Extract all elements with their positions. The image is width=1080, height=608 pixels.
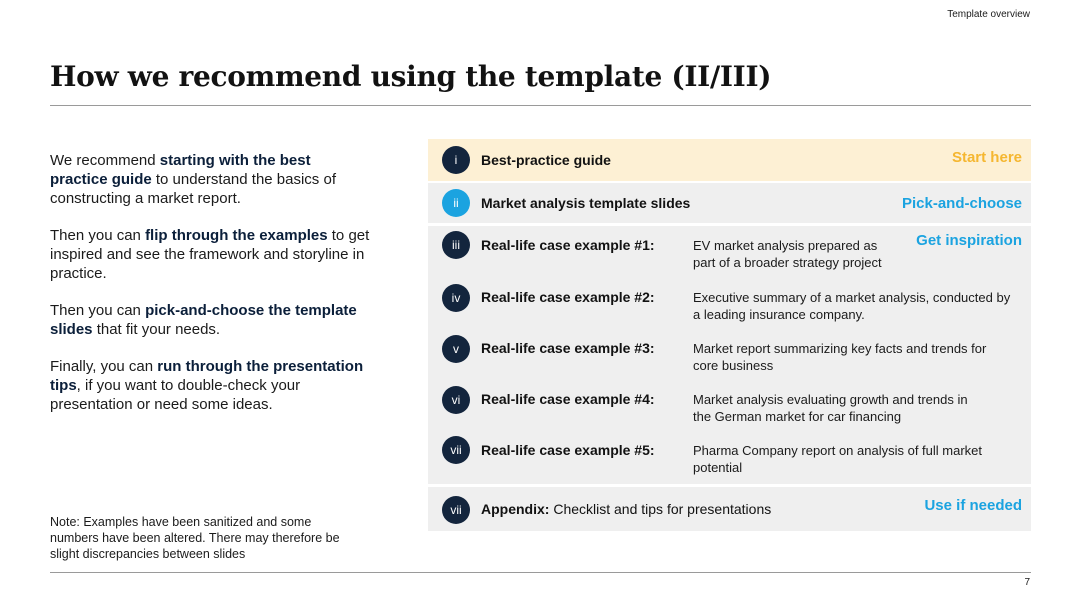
case-example-label: Real-life case example #4: — [481, 391, 655, 407]
footnote: Note: Examples have been sanitized and some numbers have been altered. There may therefore be slight discrepancies between slides — [50, 515, 340, 561]
step-panel-template-slides — [428, 183, 1031, 223]
intro-paragraph-1: We recommend starting with the best practice guide to understand the basics of constructing a market report. — [50, 152, 336, 207]
step-badge: vi — [442, 386, 470, 414]
intro-paragraph-3: Then you can pick-and-choose the template slides that fit your needs. — [50, 302, 357, 338]
title-divider — [50, 105, 1031, 106]
step-badge: i — [442, 146, 470, 174]
step-panel-best-practice — [428, 139, 1031, 181]
start-here-tag: Start here — [951, 149, 1022, 166]
case-example-label: Real-life case example #2: — [481, 289, 655, 305]
step-label: Market analysis template slides — [481, 195, 691, 211]
intro-paragraph-2: Then you can flip through the examples to get inspired and see the framework and storyline in practice. — [50, 227, 370, 282]
case-example-label: Real-life case example #5: — [481, 442, 655, 458]
step-badge: vii — [442, 436, 470, 464]
page-number: 7 — [1024, 577, 1030, 588]
case-example-label: Real-life case example #1: — [481, 237, 655, 253]
footer-divider — [50, 572, 1031, 573]
case-example-description: Market analysis evaluating growth and trends in the German market for car financing — [693, 392, 968, 424]
step-badge: iii — [442, 231, 470, 259]
step-badge: ii — [442, 189, 470, 217]
case-example-label: Real-life case example #3: — [481, 340, 655, 356]
case-example-description: Pharma Company report on analysis of full market potential — [693, 443, 983, 475]
step-panel-case-examples — [428, 226, 1031, 484]
intro-text — [50, 151, 370, 432]
section-label: Template overview — [947, 9, 1030, 20]
step-badge: vii — [442, 496, 470, 524]
step-label: Best-practice guide — [481, 152, 611, 168]
step-panel-appendix — [428, 487, 1031, 531]
step-badge: iv — [442, 284, 470, 312]
case-example-description: Executive summary of a market analysis, conducted by a leading insurance company. — [693, 290, 1011, 322]
case-example-description: EV market analysis prepared as part of a broader strategy project — [693, 238, 882, 270]
step-label: Appendix: Checklist and tips for presentations — [481, 501, 772, 517]
use-if-needed-tag: Use if needed — [924, 497, 1022, 514]
intro-paragraph-4: Finally, you can run through the presentation tips, if you want to double-check your presentation or need some ideas. — [50, 358, 364, 413]
step-badge: v — [442, 335, 470, 363]
pick-and-choose-tag: Pick-and-choose — [901, 195, 1022, 212]
get-inspiration-tag: Get inspiration — [916, 232, 1022, 249]
page-title: How we recommend using the template (II/III) — [50, 60, 772, 93]
case-example-description: Market report summarizing key facts and trends for core business — [693, 341, 987, 373]
